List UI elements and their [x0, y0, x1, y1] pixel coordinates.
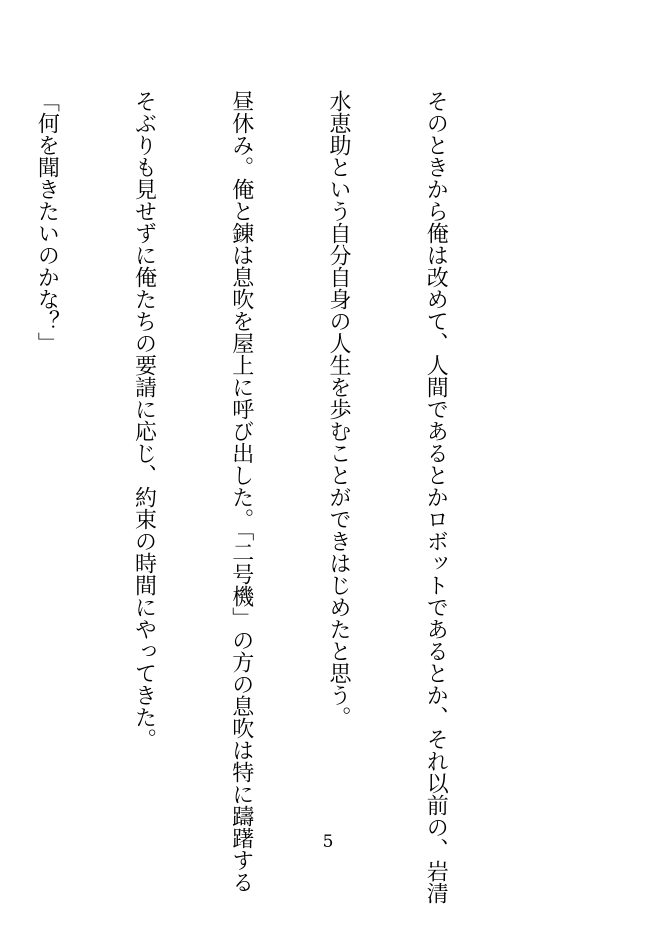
- page-number: 5: [322, 832, 334, 852]
- text-line: そぶりも見せずに俺たちの要請に応じ、約束の時間にやってきた。: [131, 90, 157, 750]
- text-line: 「何を聞きたいのかな？」: [34, 90, 60, 354]
- text-line: そのときから俺は改めて、人間であるとかロボットであるとか、それ以前の、岩清: [423, 90, 449, 904]
- vertical-text-body: [0, 90, 516, 904]
- text-line: 昼休み。俺と錬は息吹を屋上に呼び出した。「二号機」の方の息吹は特に躊躇する: [228, 90, 254, 893]
- text-line: 水恵助という自分自身の人生を歩むことができはじめたと思う。: [325, 90, 351, 728]
